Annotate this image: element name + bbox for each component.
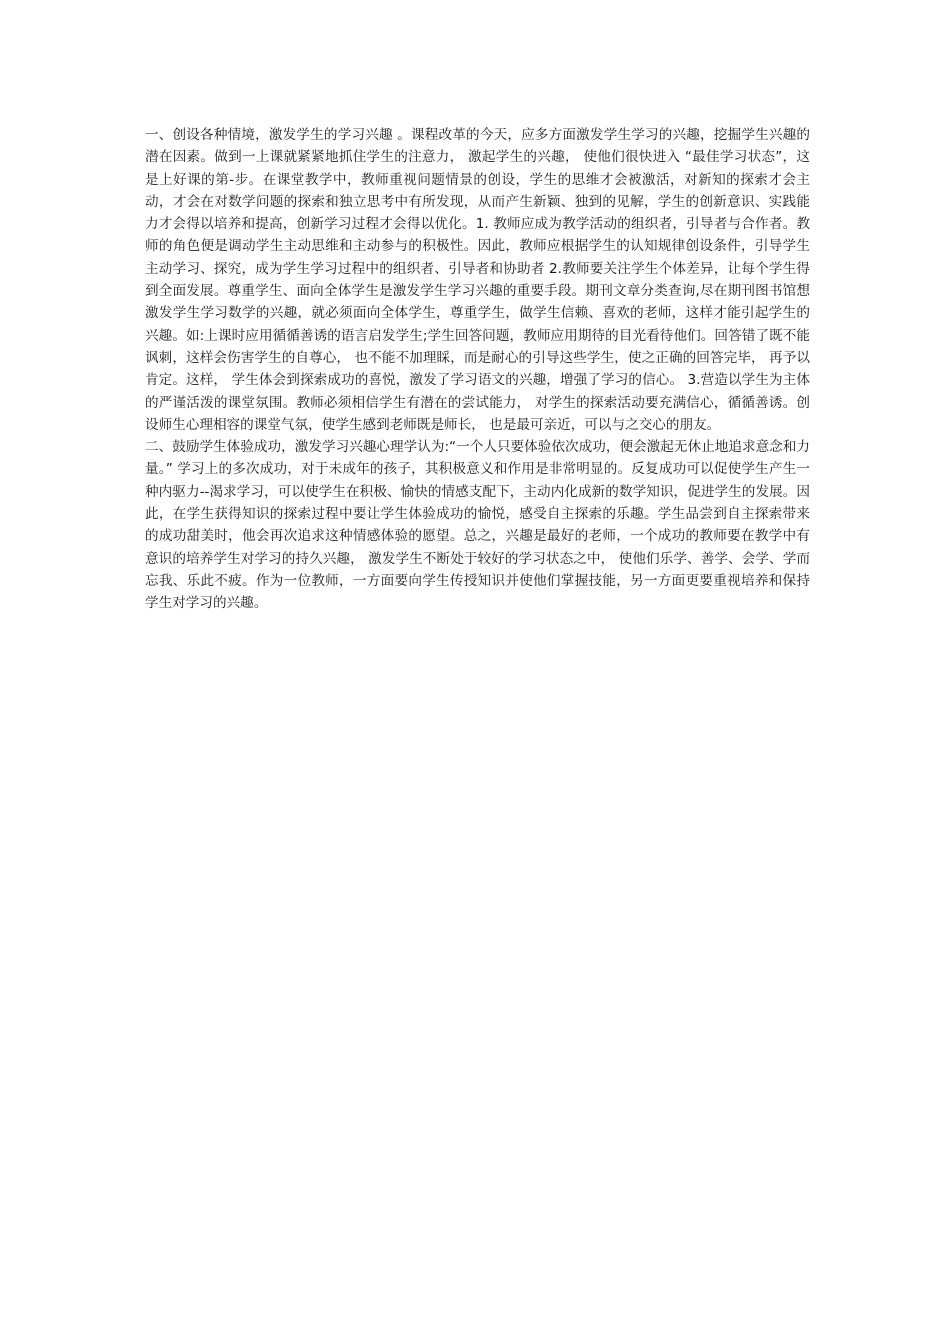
paragraph-section-one: 一、创设各种情境，激发学生的学习兴趣 。课程改革的今天，应多方面激发学生学习的兴趣，挖掘学生兴趣的潜在因素。做到一上课就紧紧地抓住学生的注意力， 激起学生的兴趣， 使他们很快进入 “最佳学习状态”，这是上好课的第-步。在课堂教学中，教师重视问题情景的创设，学生的思维才会被激活，对新知的探索才会主动，才会在对数学问题的探索和独立思考中有所发现，从而产生新颖、独到的见解，学生的创新意识、实践能力才会得以培养和提高，创新学习过程才会得以优化。1. 教师应成为教学活动的组织者，引导者与合作者。教师的角色便是调动学生主动思维和主动参与的积极性。因此，教师应根据学生的认知规律创设条件，引导学生主动学习、探究，成为学生学习过程中的组织者、引导者和协助者 2.教师要关注学生个体差异，让每个学生得到全面发展。尊重学生、面向全体学生是激发学生学习兴趣的重要手段。期刊文章分类查询,尽在期刊图书馆想激发学生学习数学的兴趣，就必须面向全体学生，尊重学生，做学生信赖、喜欢的老师，这样才能引起学生的兴趣。如:上课时应用循循善诱的语言启发学生;学生回答问题，教师应用期待的目光看待他们。回答错了既不能讽刺，这样会伤害学生的自尊心， 也不能不加理睬，而是耐心的引导这些学生，使之正确的回答完毕， 再予以肯定。这样， 学生体会到探索成功的喜悦，激发了学习语文的兴趣，增强了学习的信心。 3.营造以学生为主体的严谨活泼的课堂氛围。教师必须相信学生有潜在的尝试能力， 对学生的探索活动要充满信心，循循善诱。创设师生心理相容的课堂气氛，使学生感到老师既是师长， 也是最可亲近，可以与之交心的朋友。	[145, 127, 810, 433]
paragraph-section-two: 二、鼓励学生体验成功，激发学习兴趣心理学认为:“一个人只要体验依次成功，便会激起无休止地追求意念和力量。” 学习上的多次成功，对于未成年的孩子，其积极意义和作用是非常明显的。反复成功可以促使学生产生一种内驱力--渴求学习，可以使学生在积极、愉快的情感支配下，主动内化成新的数学知识，促进学生的发展。因此，在学生获得知识的探索过程中要让学生体验成功的愉悦，感受自主探索的乐趣。学生品尝到自主探索带来的成功甜美时，他会再次追求这种情感体验的愿望。总之，兴趣是最好的老师，一个成功的教师要在教学中有意识的培养学生对学习的持久兴趣， 激发学生不断处于较好的学习状态之中， 使他们乐学、善学、会学、学而忘我、乐此不疲。作为一位教师，一方面要向学生传授知识并使他们掌握技能，另一方面更要重视培养和保持学生对学习的兴趣。	[145, 439, 810, 612]
document-body	[145, 124, 810, 615]
